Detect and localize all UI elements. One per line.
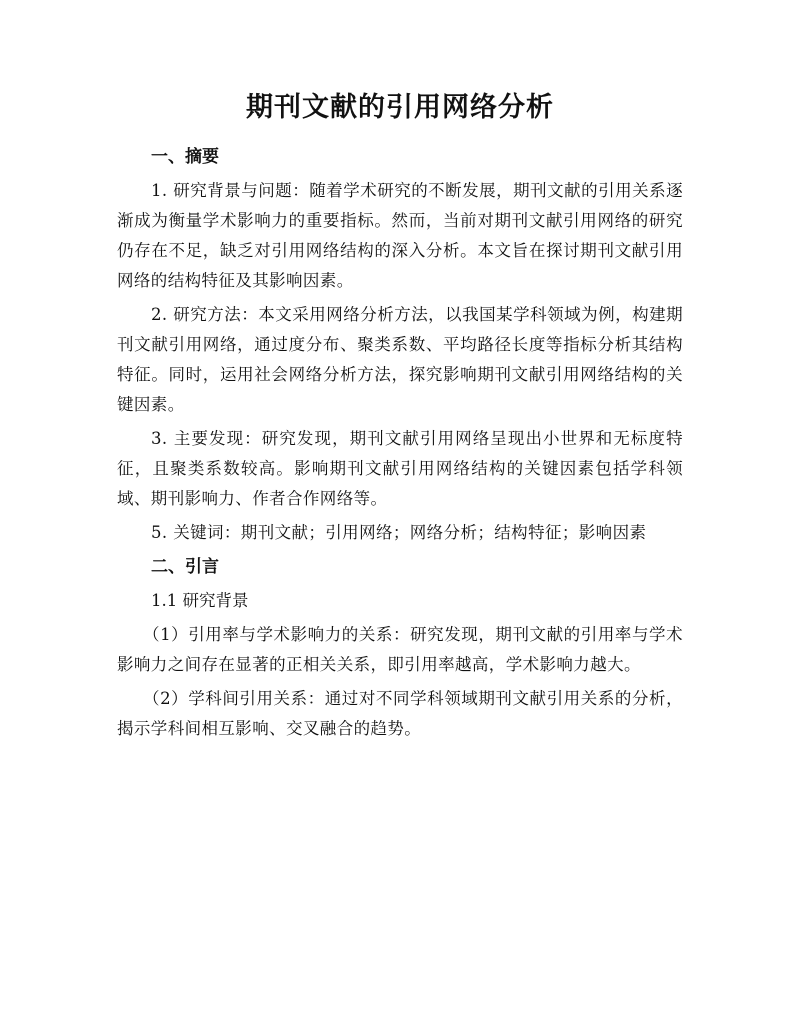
abstract-paragraph-findings: 3. 主要发现：研究发现，期刊文献引用网络呈现出小世界和无标度特征，且聚类系数较高。影响期刊文献引用网络结构的关键因素包括学科领域、期刊影响力、作者合作网络等。 <box>117 429 683 508</box>
abstract-paragraph-background: 1. 研究背景与问题：随着学术研究的不断发展，期刊文献的引用关系逐渐成为衡量学术影响力的重要指标。然而，当前对期刊文献引用网络的研究仍存在不足，缺乏对引用网络结构的深入分析。本文旨在探讨期刊文献引用网络的结构特征及其影响因素。 <box>117 181 683 290</box>
intro-paragraph-interdisciplinary: （2）学科间引用关系：通过对不同学科领域期刊文献引用关系的分析，揭示学科间相互影响、交叉融合的趋势。 <box>117 689 683 738</box>
subheading-research-background: 1.1 研究背景 <box>151 591 249 610</box>
section-introduction <box>117 552 683 744</box>
document-page <box>117 88 683 748</box>
abstract-paragraph-methods: 2. 研究方法：本文采用网络分析方法，以我国某学科领域为例，构建期刊文献引用网络，通过度分布、聚类系数、平均路径长度等指标分析其结构特征。同时，运用社会网络分析方法，探究影响期刊文献引用网络结构的关键因素。 <box>117 305 683 414</box>
intro-paragraph-citation-impact: （1）引用率与学术影响力的关系：研究发现，期刊文献的引用率与学术影响力之间存在显著的正相关关系，即引用率越高，学术影响力越大。 <box>117 625 683 674</box>
document-title: 期刊文献的引用网络分析 <box>246 92 554 123</box>
section-heading-abstract: 一、摘要 <box>151 147 219 167</box>
section-abstract <box>117 142 683 548</box>
abstract-paragraph-keywords: 5. 关键词：期刊文献；引用网络；网络分析；结构特征；影响因素 <box>151 523 647 542</box>
section-heading-introduction: 二、引言 <box>151 557 219 577</box>
